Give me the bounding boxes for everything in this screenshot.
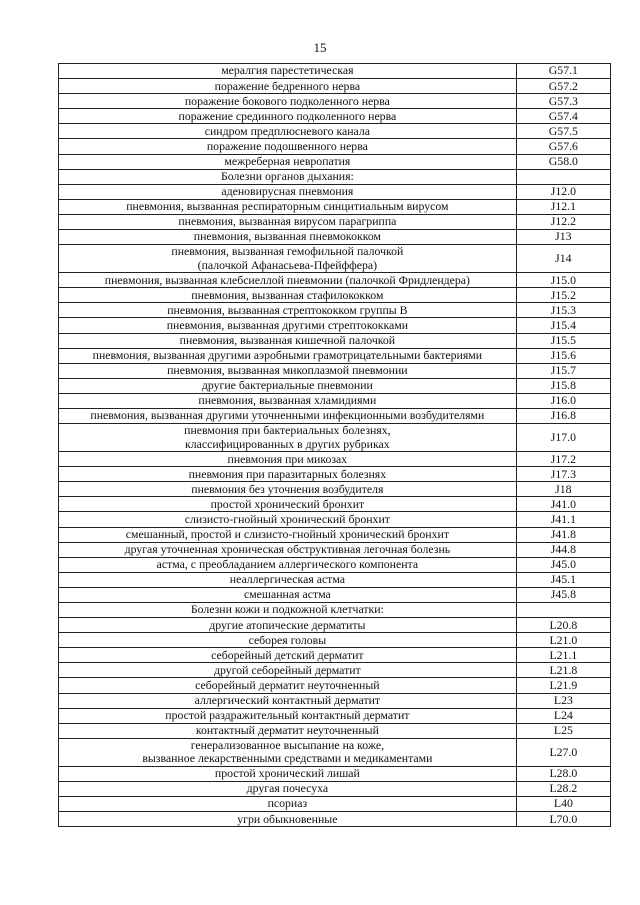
diagnosis-name-cell	[59, 79, 517, 94]
diagnosis-name: аллергический контактный дерматит	[194, 693, 381, 707]
diagnosis-name: пневмония, вызванная клебсиеллой пневмонии (палочкой Фридлендера)	[104, 272, 470, 287]
icd-code: L23	[516, 693, 610, 708]
diagnosis-name: пневмония, вызванная пневмококком	[193, 229, 381, 244]
diagnosis-name-cell	[59, 154, 517, 169]
icd-code: G57.1	[516, 64, 610, 79]
icd-code: J15.4	[516, 318, 610, 333]
diagnosis-name-cell	[59, 693, 517, 708]
icd-code: L20.8	[516, 618, 610, 633]
diagnosis-name: поражение бокового подколенного нерва	[184, 93, 390, 108]
diagnosis-name-cell	[59, 273, 517, 288]
diagnosis-name: другая уточненная хроническая обструктивная легочная болезнь	[124, 542, 451, 557]
table-row	[59, 333, 611, 348]
table-row	[59, 678, 611, 693]
diagnosis-name: пневмония, вызванная стрептококком группы В	[167, 302, 408, 317]
section-header-row	[59, 169, 611, 184]
table-row	[59, 139, 611, 154]
icd-code: J44.8	[516, 542, 610, 557]
diagnosis-name-cell	[59, 572, 517, 587]
icd-code: J12.1	[516, 199, 610, 214]
diagnosis-name-cell	[59, 214, 517, 229]
icd-code: L21.1	[516, 648, 610, 663]
diagnosis-name-cell	[59, 557, 517, 572]
diagnosis-code-table	[58, 63, 611, 827]
diagnosis-name: пневмония, вызванная другими уточненными инфекционными возбудителями	[90, 408, 485, 423]
section-title: Болезни органов дыхания:	[59, 169, 517, 184]
diagnosis-name-cell	[59, 781, 517, 796]
table-row	[59, 467, 611, 482]
diagnosis-name-cell	[59, 512, 517, 527]
diagnosis-name: другая почесуха	[246, 781, 329, 796]
diagnosis-name-cell	[59, 245, 517, 273]
diagnosis-name-cell	[59, 797, 517, 812]
icd-code: J15.3	[516, 303, 610, 318]
diagnosis-name-cell	[59, 348, 517, 363]
table-row	[59, 363, 611, 378]
diagnosis-name-cell	[59, 497, 517, 512]
diagnosis-name-cell	[59, 678, 517, 693]
diagnosis-name: поражение срединного подколенного нерва	[178, 108, 397, 123]
table-row	[59, 94, 611, 109]
diagnosis-name: смешанный, простой и слизисто-гнойный хронический бронхит	[125, 526, 449, 541]
diagnosis-name: другие бактериальные пневмонии	[201, 378, 373, 393]
icd-code: J16.8	[516, 408, 610, 423]
diagnosis-name-cell	[59, 812, 517, 827]
table-row	[59, 497, 611, 512]
diagnosis-name: себорея головы	[248, 632, 327, 647]
icd-code: J16.0	[516, 393, 610, 408]
section-header-row	[59, 603, 611, 618]
diagnosis-name-cell	[59, 527, 517, 542]
diagnosis-name-cell	[59, 64, 517, 79]
diagnosis-name-cell	[59, 467, 517, 482]
icd-code: L40	[516, 797, 610, 812]
table-row	[59, 766, 611, 781]
diagnosis-name: поражение бедренного нерва	[214, 78, 361, 93]
diagnosis-name-continued: классифицированных в других рубриках	[185, 436, 390, 451]
diagnosis-name-cell	[59, 766, 517, 781]
table-row	[59, 452, 611, 467]
diagnosis-name-cell	[59, 288, 517, 303]
table-row	[59, 648, 611, 663]
diagnosis-name-cell	[59, 452, 517, 467]
icd-code: J15.8	[516, 378, 610, 393]
diagnosis-name-continued: вызванное лекарственными средствами и медикаментами	[142, 751, 433, 766]
section-code-cell	[516, 603, 610, 618]
diagnosis-name: пневмония, вызванная стафилококком	[191, 287, 384, 302]
diagnosis-name-cell	[59, 393, 517, 408]
icd-code: J12.2	[516, 214, 610, 229]
diagnosis-name-cell	[59, 363, 517, 378]
diagnosis-name: простой хронический лишай	[214, 766, 360, 781]
icd-code: J15.2	[516, 288, 610, 303]
table-row	[59, 348, 611, 363]
table-row	[59, 542, 611, 557]
table-row	[59, 512, 611, 527]
icd-code: J14	[516, 245, 610, 273]
diagnosis-name-cell	[59, 109, 517, 124]
icd-code: L70.0	[516, 812, 610, 827]
table-row	[59, 424, 611, 452]
icd-code: L25	[516, 723, 610, 738]
diagnosis-name: пневмония, вызванная микоплазмой пневмонии	[167, 363, 408, 378]
diagnosis-name: себорейный дерматит неуточненный	[195, 677, 380, 692]
icd-code: G57.2	[516, 79, 610, 94]
diagnosis-name: контактный дерматит неуточненный	[195, 723, 379, 738]
table-row	[59, 184, 611, 199]
table-row	[59, 273, 611, 288]
icd-code: L21.9	[516, 678, 610, 693]
diagnosis-name: пневмония при бактериальных болезнях,	[184, 423, 391, 438]
diagnosis-name-cell	[59, 303, 517, 318]
table-row	[59, 618, 611, 633]
icd-code: G57.3	[516, 94, 610, 109]
table-row	[59, 587, 611, 602]
table-row	[59, 572, 611, 587]
diagnosis-name-cell	[59, 318, 517, 333]
table-row	[59, 318, 611, 333]
table-row	[59, 482, 611, 497]
table-row	[59, 214, 611, 229]
diagnosis-name-cell	[59, 333, 517, 348]
diagnosis-name: пневмония при микозах	[227, 451, 348, 466]
icd-code: L28.2	[516, 781, 610, 796]
diagnosis-name: поражение подошвенного нерва	[206, 138, 368, 153]
table-row	[59, 633, 611, 648]
table-row	[59, 557, 611, 572]
icd-code: J41.0	[516, 497, 610, 512]
diagnosis-name: простой хронический бронхит	[210, 496, 365, 511]
diagnosis-name: генерализованное высыпание на коже,	[190, 738, 385, 753]
page-number: 15	[313, 40, 327, 55]
table-row	[59, 693, 611, 708]
icd-code: J17.2	[516, 452, 610, 467]
icd-code: L21.8	[516, 663, 610, 678]
diagnosis-name-cell	[59, 199, 517, 214]
diagnosis-name-cell	[59, 184, 517, 199]
table-row	[59, 245, 611, 273]
table-row	[59, 303, 611, 318]
diagnosis-name-cell	[59, 542, 517, 557]
diagnosis-name-cell	[59, 424, 517, 452]
icd-code: J45.8	[516, 587, 610, 602]
table-row	[59, 64, 611, 79]
icd-code: J13	[516, 230, 610, 245]
icd-code: G58.0	[516, 154, 610, 169]
diagnosis-name: пневмония без уточнения возбудителя	[191, 481, 384, 496]
section-code-cell	[516, 169, 610, 184]
icd-code: J45.1	[516, 572, 610, 587]
diagnosis-name: слизисто-гнойный хронический бронхит	[184, 511, 390, 526]
diagnosis-name-cell	[59, 738, 517, 766]
diagnosis-name-cell	[59, 618, 517, 633]
table-row	[59, 199, 611, 214]
icd-code: L28.0	[516, 766, 610, 781]
icd-code: J41.8	[516, 527, 610, 542]
diagnosis-name: астма, с преобладанием аллергического компонента	[156, 557, 419, 572]
diagnosis-name: угри обыкновенные	[237, 811, 338, 826]
diagnosis-name: мералгия парестетическая	[221, 63, 354, 78]
diagnosis-name: себорейный детский дерматит	[211, 647, 364, 662]
icd-code: J41.1	[516, 512, 610, 527]
table-row	[59, 527, 611, 542]
table-row	[59, 708, 611, 723]
diagnosis-name: другой себорейный дерматит	[214, 662, 361, 677]
diagnosis-name-cell	[59, 230, 517, 245]
table-row	[59, 408, 611, 423]
diagnosis-name-cell	[59, 648, 517, 663]
table-row	[59, 124, 611, 139]
table-row	[59, 154, 611, 169]
diagnosis-name-cell	[59, 587, 517, 602]
table-row	[59, 797, 611, 812]
icd-code: J17.3	[516, 467, 610, 482]
icd-code: J45.0	[516, 557, 610, 572]
table-row	[59, 230, 611, 245]
icd-code: L27.0	[516, 738, 610, 766]
icd-code: J18	[516, 482, 610, 497]
diagnosis-name: синдром предплюсневого канала	[204, 123, 371, 138]
diagnosis-name: пневмония, вызванная хламидиями	[198, 393, 377, 408]
section-title: Болезни кожи и подкожной клетчатки:	[59, 603, 517, 618]
icd-code: G57.5	[516, 124, 610, 139]
icd-code: J12.0	[516, 184, 610, 199]
table-row	[59, 812, 611, 827]
diagnosis-name-cell	[59, 633, 517, 648]
icd-code: L24	[516, 708, 610, 723]
diagnosis-name: аденовирусная пневмония	[221, 184, 354, 199]
diagnosis-name-cell	[59, 378, 517, 393]
diagnosis-name-cell	[59, 663, 517, 678]
icd-code: J15.0	[516, 273, 610, 288]
diagnosis-name: пневмония при паразитарных болезнях	[188, 466, 387, 481]
diagnosis-name-cell	[59, 482, 517, 497]
table-row	[59, 79, 611, 94]
icd-code: J15.6	[516, 348, 610, 363]
table-row	[59, 393, 611, 408]
table-row	[59, 288, 611, 303]
table-row	[59, 781, 611, 796]
table-row	[59, 663, 611, 678]
icd-code: G57.6	[516, 139, 610, 154]
table-row	[59, 723, 611, 738]
table-row	[59, 378, 611, 393]
diagnosis-name: смешанная астма	[243, 587, 331, 602]
diagnosis-name: пневмония, вызванная другими аэробными грамотрицательными бактериями	[92, 348, 483, 363]
diagnosis-name-continued: (палочкой Афанасьева-Пфейффера)	[197, 257, 378, 272]
diagnosis-name: простой раздражительный контактный дерматит	[165, 708, 410, 723]
diagnosis-name: межреберная невропатия	[224, 154, 351, 168]
icd-code: L21.0	[516, 633, 610, 648]
diagnosis-name: пневмония, вызванная вирусом парагриппа	[178, 214, 397, 229]
icd-code: J17.0	[516, 424, 610, 452]
diagnosis-name-cell	[59, 708, 517, 723]
diagnosis-name-cell	[59, 124, 517, 139]
table-row	[59, 109, 611, 124]
diagnosis-name: другие атопические дерматиты	[209, 617, 366, 632]
diagnosis-name-cell	[59, 723, 517, 738]
table-row	[59, 738, 611, 766]
diagnosis-name-cell	[59, 94, 517, 109]
diagnosis-name: пневмония, вызванная гемофильной палочкой	[171, 244, 404, 259]
diagnosis-name: пневмония, вызванная кишечной палочкой	[179, 332, 396, 347]
icd-code: G57.4	[516, 109, 610, 124]
icd-code: J15.5	[516, 333, 610, 348]
diagnosis-name: неаллергическая астма	[229, 572, 345, 587]
diagnosis-name: пневмония, вызванная респираторным синцитиальным вирусом	[126, 199, 449, 214]
icd-code: J15.7	[516, 363, 610, 378]
diagnosis-name: псориаз	[267, 796, 308, 811]
diagnosis-name: пневмония, вызванная другими стрептококками	[166, 317, 409, 332]
diagnosis-name-cell	[59, 139, 517, 154]
diagnosis-name-cell	[59, 408, 517, 423]
